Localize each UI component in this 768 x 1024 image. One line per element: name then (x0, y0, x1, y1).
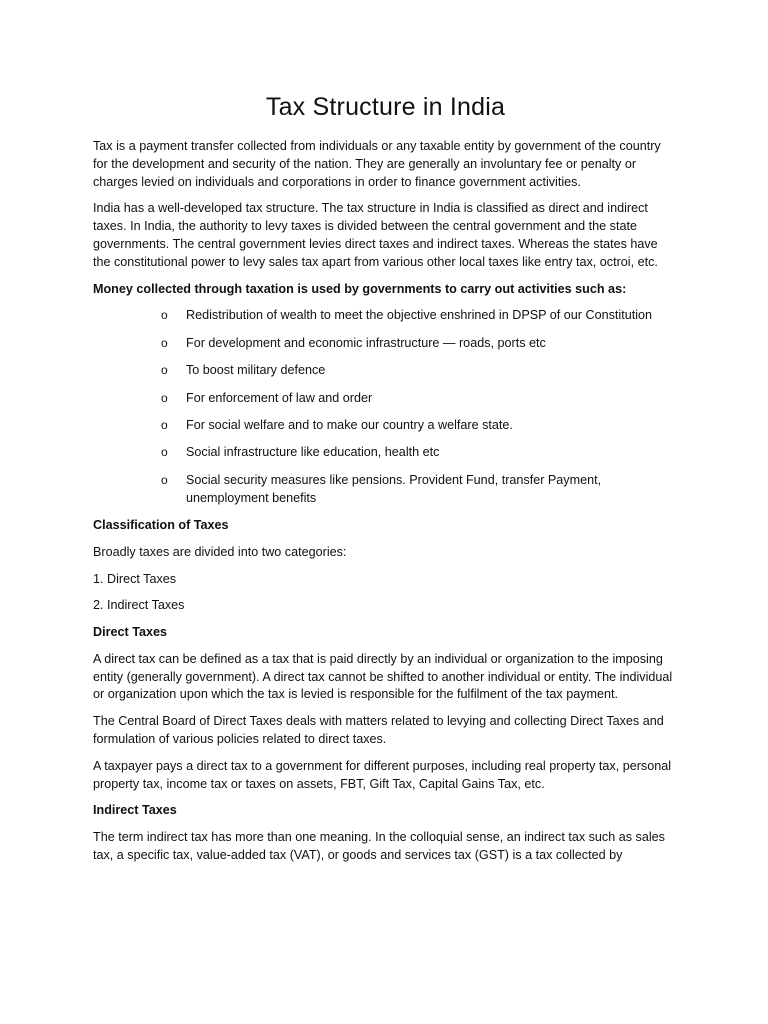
list-item (161, 417, 678, 435)
list-item-text: Social infrastructure like education, health etc (186, 445, 440, 460)
bullet-marker: o (161, 472, 168, 487)
paragraph-intro: Tax is a payment transfer collected from individuals or any taxable entity by government of the country for the development and security of the nation. They are generally an involuntary fee or penalty or charges levied on individuals and corporations in order to finance government activities. (93, 139, 661, 189)
paragraph-structure: India has a well-developed tax structure. The tax structure in India is classified as direct and indirect taxes. In India, the authority to levy taxes is divided between the central government and the state governments. The central government levies direct taxes and indirect taxes. Whereas the states have the constitutional power to levy sales tax apart from various other local taxes like entry tax, octroi, etc. (93, 201, 658, 269)
list-item-text: To boost military defence (186, 363, 326, 378)
heading-direct-taxes: Direct Taxes (93, 625, 167, 640)
list-item (161, 444, 678, 462)
list-item (161, 390, 678, 408)
heading-indirect-taxes: Indirect Taxes (93, 803, 177, 818)
list-item-text: For enforcement of law and order (186, 390, 373, 405)
list-item-text: For development and economic infrastructure — roads, ports etc (186, 335, 546, 350)
paragraph-direct-definition: A direct tax can be defined as a tax that is paid directly by an individual or organization to the imposing entity (generally government). A direct tax cannot be shifted to another individual or entity. The individual or organization upon which the tax is levied is responsible for the fulfilment of the tax payment. (93, 651, 673, 702)
bullet-marker: o (161, 445, 168, 460)
paragraph-direct-cbdt: The Central Board of Direct Taxes deals with matters related to levying and collecting Direct Taxes and formulation of various policies related to direct taxes. (93, 714, 664, 747)
paragraph-direct-examples: A taxpayer pays a direct tax to a government for different purposes, including real property tax, personal property tax, income tax or taxes on assets, FBT, Gift Tax, Capital Gains Tax, etc. (93, 758, 672, 791)
heading-classification: Classification of Taxes (93, 517, 229, 532)
document-body (93, 92, 678, 874)
classification-item-indirect: 2. Indirect Taxes (93, 598, 185, 613)
document-title: Tax Structure in India (265, 93, 506, 121)
bullet-marker: o (161, 335, 168, 350)
uses-list (93, 307, 678, 507)
paragraph-classification-intro: Broadly taxes are divided into two categories: (93, 544, 347, 559)
list-item-text: Redistribution of wealth to meet the objective enshrined in DPSP of our Constitution (186, 308, 652, 323)
list-item-text: Social security measures like pensions. Provident Fund, transfer Payment, unemployment benefits (186, 472, 602, 505)
list-item (161, 335, 678, 353)
bullet-marker: o (161, 390, 168, 405)
classification-item-direct: 1. Direct Taxes (93, 571, 177, 586)
list-item (161, 472, 678, 508)
paragraph-indirect-definition: The term indirect tax has more than one meaning. In the colloquial sense, an indirect tax such as sales tax, a specific tax, value-added tax (VAT), or goods and services tax (GST) is a tax collected by (93, 830, 665, 863)
paragraph-uses-lead: Money collected through taxation is used by governments to carry out activities such as: (93, 281, 627, 296)
list-item-text: For social welfare and to make our country a welfare state. (186, 417, 513, 432)
bullet-marker: o (161, 308, 168, 323)
list-item (161, 307, 678, 325)
bullet-marker: o (161, 363, 168, 378)
bullet-marker: o (161, 417, 168, 432)
list-item (161, 362, 678, 380)
